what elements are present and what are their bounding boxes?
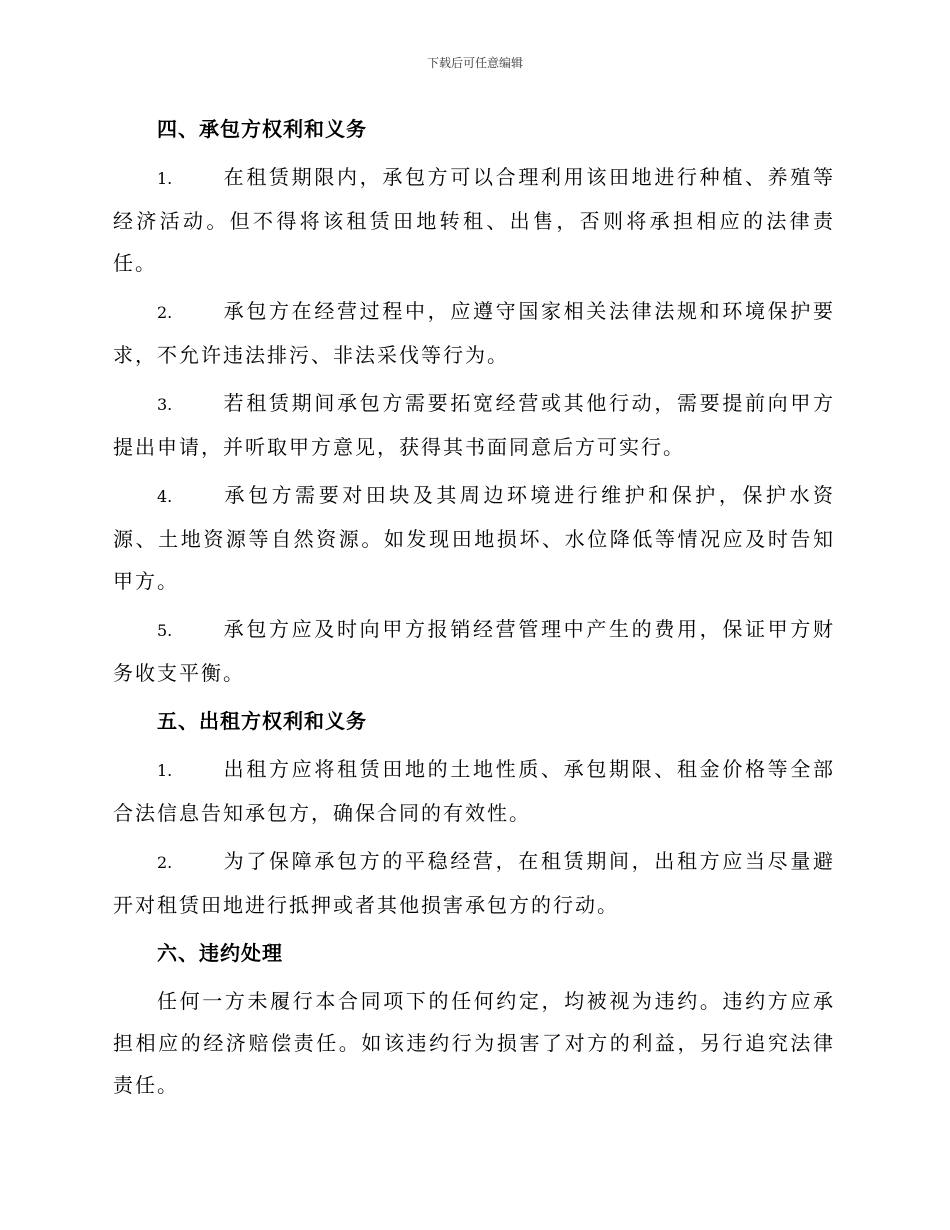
list-item bbox=[113, 474, 835, 602]
document-body bbox=[113, 108, 835, 1106]
item-number: 2. bbox=[157, 303, 173, 322]
item-text: 承包方需要对田块及其周边环境进行维护和保护，保护水资源、土地资源等自然资源。如发现田地损坏、水位降低等情况应及时告知甲方。 bbox=[113, 483, 835, 593]
list-item bbox=[113, 840, 835, 926]
item-text: 出租方应将租赁田地的土地性质、承包期限、租金价格等全部合法信息告知承包方，确保合同的有效性。 bbox=[113, 757, 835, 825]
item-number: 2. bbox=[157, 853, 173, 872]
list-item bbox=[113, 290, 835, 376]
item-text: 为了保障承包方的平稳经营，在租赁期间，出租方应当尽量避开对租赁田地进行抵押或者其他损害承包方的行动。 bbox=[113, 849, 835, 917]
item-text: 若租赁期间承包方需要拓宽经营或其他行动，需要提前向甲方提出申请，并听取甲方意见，获得其书面同意后方可实行。 bbox=[113, 391, 835, 459]
item-number: 3. bbox=[157, 395, 173, 414]
item-text: 承包方应及时向甲方报销经营管理中产生的费用，保证甲方财务收支平衡。 bbox=[113, 617, 835, 685]
list-item bbox=[113, 608, 835, 694]
section-heading-breach: 六、违约处理 bbox=[157, 941, 283, 965]
item-number: 4. bbox=[157, 487, 173, 506]
item-text: 在租赁期限内，承包方可以合理利用该田地进行种植、养殖等经济活动。但不得将该租赁田地转租、出售，否则将承担相应的法律责任。 bbox=[113, 165, 835, 275]
breach-paragraph: 任何一方未履行本合同项下的任何约定，均被视为违约。违约方应承担相应的经济赔偿责任。如该违约行为损害了对方的利益，另行追究法律责任。 bbox=[113, 989, 835, 1097]
list-item bbox=[113, 748, 835, 834]
item-number: 5. bbox=[157, 621, 173, 640]
section-heading-rights-of-contractor: 四、承包方权利和义务 bbox=[157, 117, 367, 141]
list-item bbox=[113, 382, 835, 468]
item-number: 1. bbox=[157, 761, 173, 780]
header-note: 下载后可任意编辑 bbox=[426, 56, 523, 70]
list-item bbox=[113, 156, 835, 284]
item-text: 承包方在经营过程中，应遵守国家相关法律法规和环境保护要求，不允许违法排污、非法采伐等行为。 bbox=[113, 299, 835, 367]
item-number: 1. bbox=[157, 169, 173, 188]
section-heading-rights-of-lessor: 五、出租方权利和义务 bbox=[157, 709, 367, 733]
